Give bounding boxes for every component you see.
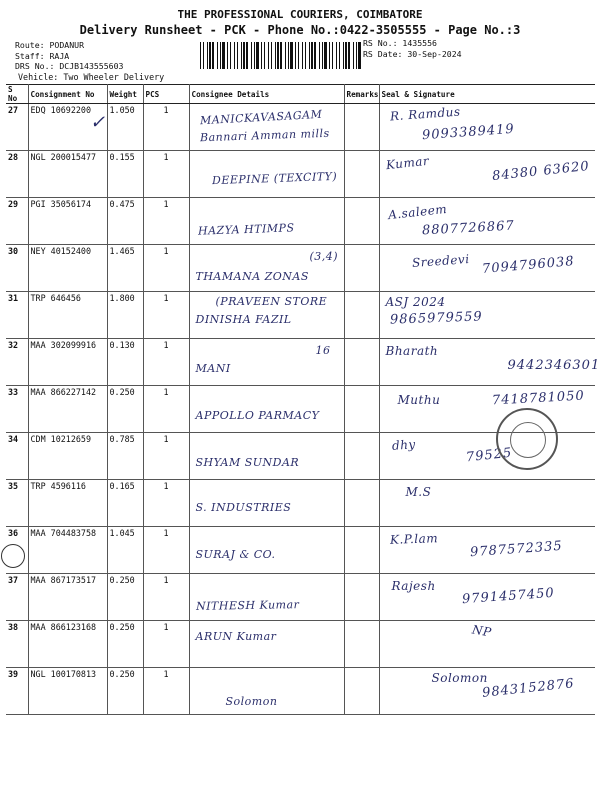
row-remarks <box>344 621 379 668</box>
row-weight: 0.165 <box>107 480 143 527</box>
row-pcs: 1 <box>143 386 189 433</box>
barcode-bar <box>280 42 282 69</box>
row-pcs: 1 <box>143 621 189 668</box>
row-pcs: 1 <box>143 668 189 715</box>
row-consignment-no: MAA 704483758 <box>28 527 107 574</box>
row-consignment-no: MAA 866227142 <box>28 386 107 433</box>
row-consignee <box>189 339 344 386</box>
barcode-bar <box>343 42 344 69</box>
barcode-bar <box>217 42 218 69</box>
consignee-handwriting: (3,4) <box>309 250 339 263</box>
signature-phone: 79525 <box>464 445 513 466</box>
barcode-bar <box>290 42 293 69</box>
barcode-bar <box>319 42 320 69</box>
row-remarks <box>344 245 379 292</box>
consignment-header: Consignment No <box>28 85 107 104</box>
barcode-bar <box>332 42 333 69</box>
row-signature <box>379 292 595 339</box>
row-sno: 33 <box>6 386 28 433</box>
row-sno: 30 <box>6 245 28 292</box>
row-weight: 0.250 <box>107 621 143 668</box>
signature-name: Bharath <box>385 344 439 358</box>
barcode-bar <box>309 42 310 69</box>
barcode-bar <box>353 42 354 69</box>
barcode-bar <box>285 42 286 69</box>
row-consignee <box>189 480 344 527</box>
row-38-circle-mark <box>1 544 25 568</box>
row-sno: 36 <box>6 527 28 574</box>
table-row <box>6 151 595 198</box>
barcode-bar <box>200 42 201 69</box>
barcode-bar <box>207 42 208 69</box>
row-consignment-no: NGL 100170813 <box>28 668 107 715</box>
barcode <box>200 42 362 69</box>
drs-label: DRS No.: DCJB143555603 <box>15 61 124 71</box>
row-signature <box>379 574 595 621</box>
barcode-bar <box>230 42 231 69</box>
runsheet-subtitle: Delivery Runsheet - PCK - Phone No.:0422-3505555 - Page No.:3 <box>79 23 521 37</box>
row-signature <box>379 668 595 715</box>
barcode-bar <box>336 42 337 69</box>
barcode-bar <box>209 42 211 69</box>
barcode-bar <box>220 42 221 69</box>
consignee-handwriting: HAZYA HTIMPS <box>197 221 295 238</box>
row-signature <box>379 151 595 198</box>
row-weight: 0.155 <box>107 151 143 198</box>
barcode-bar <box>329 42 330 69</box>
row-remarks <box>344 339 379 386</box>
row-remarks <box>344 198 379 245</box>
consignee-handwriting: MANICKAVASAGAM <box>199 107 323 128</box>
barcode-bar <box>348 42 350 69</box>
barcode-bar <box>261 42 262 69</box>
runsheet-table <box>6 84 600 715</box>
row-weight: 0.130 <box>107 339 143 386</box>
row-weight: 1.465 <box>107 245 143 292</box>
barcode-bar <box>358 42 361 69</box>
row-sno: 37 <box>6 574 28 621</box>
table-row <box>6 480 595 527</box>
row-weight: 0.250 <box>107 574 143 621</box>
row-remarks <box>344 527 379 574</box>
barcode-bar <box>212 42 214 69</box>
signature-name: M.S <box>405 485 432 499</box>
row-consignee <box>189 386 344 433</box>
barcode-bar <box>305 42 306 69</box>
row-sno: 28 <box>6 151 28 198</box>
barcode-bar <box>234 42 235 69</box>
table-row <box>6 339 595 386</box>
row-pcs: 1 <box>143 151 189 198</box>
barcode-bar <box>288 42 289 69</box>
barcode-bar <box>243 42 245 69</box>
barcode-bar <box>227 42 228 69</box>
row-pcs: 1 <box>143 104 189 151</box>
row-weight: 1.800 <box>107 292 143 339</box>
row-sno: 29 <box>6 198 28 245</box>
signature-phone: 7094796038 <box>481 253 575 278</box>
row-sno: 38 <box>6 621 28 668</box>
consignee-handwriting: Solomon <box>225 695 278 708</box>
row-sno: 39 <box>6 668 28 715</box>
rs-date: RS Date: 30-Sep-2024 <box>363 48 462 59</box>
row-consignment-no: EDQ 10692200 <box>28 104 107 151</box>
row-consignment-no: TRP 646456 <box>28 292 107 339</box>
consignee-handwriting: 16 <box>315 344 331 357</box>
row-weight: 0.250 <box>107 386 143 433</box>
consignee-handwriting: SHYAM SUNDAR <box>195 456 300 469</box>
rs-number: RS No.: 1435556 <box>363 38 437 48</box>
barcode-bar <box>241 42 242 69</box>
row-weight: 1.045 <box>107 527 143 574</box>
row-weight: 0.250 <box>107 668 143 715</box>
row-remarks <box>344 292 379 339</box>
row-signature <box>379 339 600 386</box>
row-consignee <box>189 104 344 151</box>
barcode-bar <box>356 42 357 69</box>
row-consignee <box>189 198 344 245</box>
row-consignee <box>189 574 344 621</box>
row-sno: 35 <box>6 480 28 527</box>
signature-name: dhy <box>391 437 416 453</box>
table-row <box>6 574 595 621</box>
row-consignment-no: CDM 10212659 <box>28 433 107 480</box>
table-row <box>6 245 595 292</box>
weight-header: Weight <box>107 85 143 104</box>
barcode-bar <box>302 42 303 69</box>
signature-name: Sreedevi <box>411 252 470 270</box>
signature-name: K.P.lam <box>389 531 438 547</box>
table-row <box>6 527 595 574</box>
barcode-bar <box>268 42 269 69</box>
row-sno: 34 <box>6 433 28 480</box>
signature-phone: 7418781050 <box>491 388 585 409</box>
signature-name: ASJ 2024 <box>385 295 446 309</box>
row-remarks <box>344 151 379 198</box>
company-title: THE PROFESSIONAL COURIERS, COIMBATORE <box>177 8 423 21</box>
row-signature <box>379 527 595 574</box>
consignee-handwriting: DEEPINE (TEXCITY) <box>211 169 337 188</box>
consignee-handwriting: (PRAVEEN STORE <box>215 295 328 308</box>
row-consignment-no: MAA 866123168 <box>28 621 107 668</box>
signature-name: A.saleem <box>386 201 448 223</box>
barcode-bar <box>222 42 225 69</box>
meta-right <box>363 38 462 59</box>
signature-name: R. Ramdus <box>389 104 461 124</box>
row-pcs: 1 <box>143 339 189 386</box>
row-pcs: 1 <box>143 245 189 292</box>
barcode-bar <box>237 42 238 69</box>
row-pcs: 1 <box>143 198 189 245</box>
row-sno: 31 <box>6 292 28 339</box>
consignee-handwriting: SURAJ & CO. <box>195 548 276 561</box>
barcode-bar <box>324 42 327 69</box>
staff-label: Staff: RAJA <box>15 50 70 61</box>
barcode-bar <box>298 42 299 69</box>
row-signature <box>379 480 595 527</box>
barcode-bar <box>345 42 347 69</box>
row-signature <box>379 104 595 151</box>
table-row <box>6 668 595 715</box>
signature-name: Kumar <box>384 153 430 173</box>
consignee-handwriting: APPOLLO PARMACY <box>195 409 320 422</box>
row-pcs: 1 <box>143 480 189 527</box>
signature-phone: 9787572335 <box>469 538 563 561</box>
row-consignee <box>189 245 344 292</box>
barcode-bar <box>295 42 296 69</box>
signature-phone: 84380 63620 <box>490 158 590 185</box>
row-weight: 0.785 <box>107 433 143 480</box>
signature-name: Muthu <box>397 393 441 407</box>
row-signature <box>379 198 595 245</box>
row-consignment-no: NEY 40152400 <box>28 245 107 292</box>
row-consignment-no: MAA 302099916 <box>28 339 107 386</box>
consignee-handwriting: MANI <box>195 362 231 375</box>
signature-phone: 9442346301 <box>507 358 600 373</box>
row-remarks <box>344 386 379 433</box>
signature-phone: 9093389419 <box>421 121 515 144</box>
barcode-bar <box>277 42 279 69</box>
row-signature <box>379 245 595 292</box>
signature-name: Rajesh <box>391 579 436 593</box>
table-header-row <box>6 85 595 104</box>
consignee-handwriting: S. INDUSTRIES <box>195 501 292 514</box>
row-consignee <box>189 433 344 480</box>
barcode-bar <box>251 42 252 69</box>
signature-phone: 9843152876 <box>480 676 575 701</box>
row-consignee <box>189 292 344 339</box>
sno-header: S No <box>6 85 28 104</box>
row-sno: 27 <box>6 104 28 151</box>
company-seal <box>496 408 558 470</box>
remarks-header: Remarks <box>344 85 379 104</box>
barcode-bar <box>256 42 259 69</box>
row-consignee <box>189 621 344 668</box>
row-signature <box>379 386 595 433</box>
pcs-header: PCS <box>143 85 189 104</box>
row-consignment-no: NGL 200015477 <box>28 151 107 198</box>
row-pcs: 1 <box>143 527 189 574</box>
consignee-handwriting: DINISHA FAZIL <box>195 313 292 326</box>
signature-phone: 8807726867 <box>421 218 515 239</box>
row-signature <box>379 433 595 480</box>
barcode-bar <box>254 42 255 69</box>
meta-left <box>15 40 123 72</box>
signature-phone: 9791457450 <box>461 585 555 608</box>
row-signature <box>379 621 595 668</box>
row-consignee <box>189 668 344 715</box>
row-weight: 0.475 <box>107 198 143 245</box>
table-row <box>6 292 595 339</box>
consignee-handwriting: ARUN Kumar <box>195 630 277 643</box>
consignee-header: Consignee Details <box>189 85 344 104</box>
row-remarks <box>344 668 379 715</box>
row-remarks <box>344 480 379 527</box>
row-consignment-no: PGI 35056174 <box>28 198 107 245</box>
barcode-bar <box>271 42 272 69</box>
consignee-handwriting: THAMANA ZONAS <box>195 270 309 283</box>
barcode-bar <box>339 42 340 69</box>
row-weight: 1.050 <box>107 104 143 151</box>
consignee-handwriting: NITHESH Kumar <box>195 598 299 613</box>
signature-name: NP <box>470 622 493 640</box>
row-remarks <box>344 104 379 151</box>
barcode-bar <box>264 42 265 69</box>
table-row <box>6 198 595 245</box>
signature-header: Seal & Signature <box>379 85 595 104</box>
row-consignment-no: MAA 867173517 <box>28 574 107 621</box>
barcode-bar <box>203 42 204 69</box>
signature-name: Solomon <box>431 671 488 685</box>
table-row <box>6 621 595 668</box>
vehicle-label: Vehicle: Two Wheeler Delivery <box>18 72 165 82</box>
barcode-bar <box>322 42 323 69</box>
row-consignee <box>189 527 344 574</box>
row-pcs: 1 <box>143 574 189 621</box>
barcode-bar <box>246 42 248 69</box>
barcode-bar <box>275 42 276 69</box>
row-consignment-no: TRP 4596116 <box>28 480 107 527</box>
row-pcs: 1 <box>143 433 189 480</box>
barcode-bar <box>311 42 313 69</box>
row-sno: 32 <box>6 339 28 386</box>
consignee-handwriting: Bannari Amman mills <box>199 126 330 145</box>
row-consignee <box>189 151 344 198</box>
row-remarks <box>344 433 379 480</box>
barcode-bar <box>314 42 316 69</box>
tick-mark: ✓ <box>90 112 106 133</box>
row-remarks <box>344 574 379 621</box>
route-label: Route: PODANUR <box>15 40 85 50</box>
signature-phone: 9865979559 <box>389 309 483 328</box>
row-pcs: 1 <box>143 292 189 339</box>
